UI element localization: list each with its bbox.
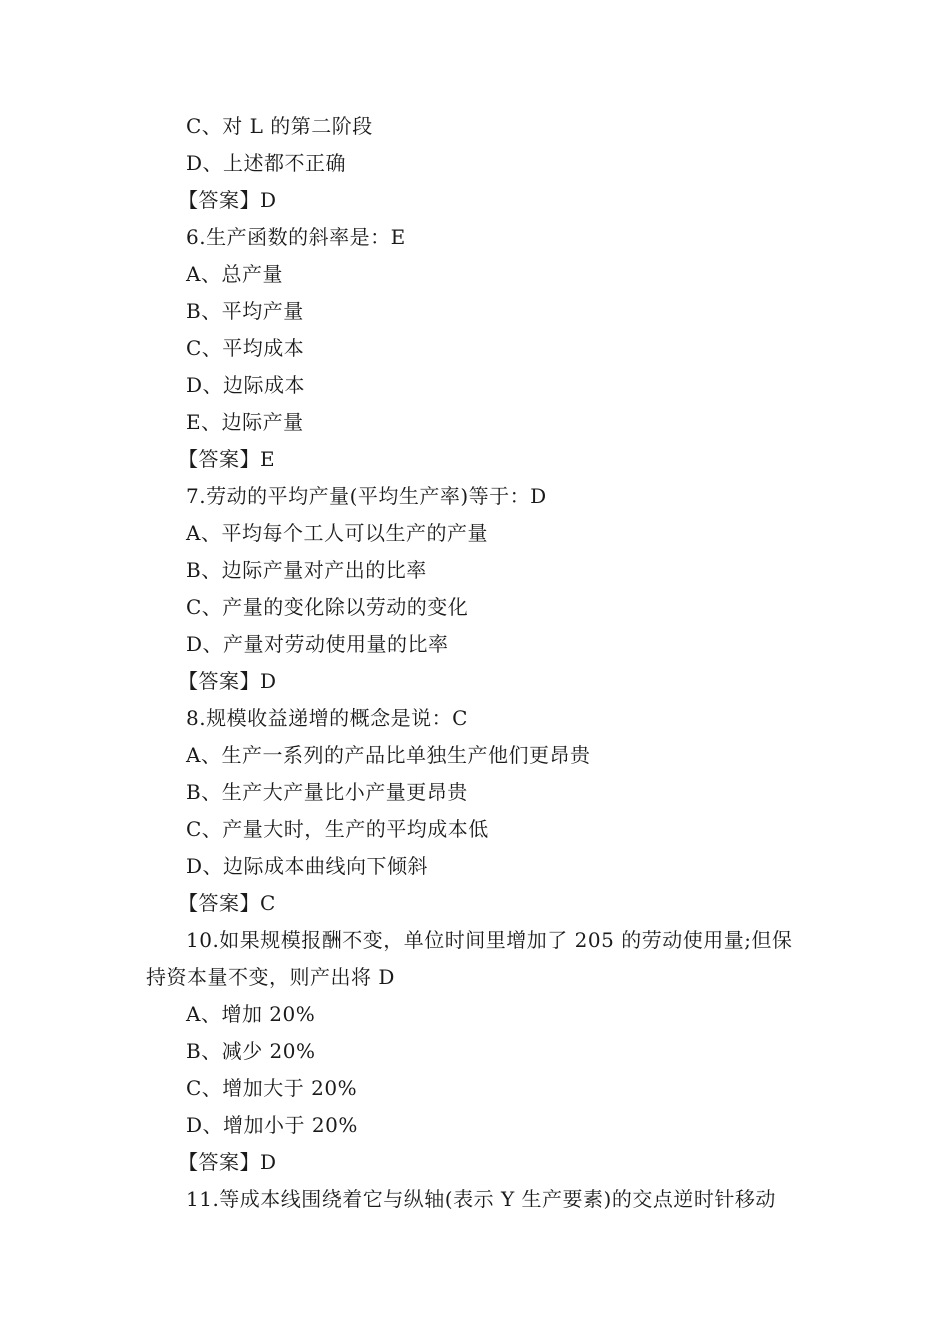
answer-line: 【答案】D	[178, 188, 277, 212]
option-line: B、边际产量对产出的比率	[186, 558, 427, 582]
question-line: 10.如果规模报酬不变，单位时间里增加了 205 的劳动使用量;但保	[186, 928, 793, 952]
question-line: 6.生产函数的斜率是：E	[186, 225, 406, 249]
question-line: 7.劳动的平均产量(平均生产率)等于：D	[186, 484, 547, 508]
answer-line: 【答案】D	[178, 1150, 277, 1174]
option-line: C、对 L 的第二阶段	[186, 114, 373, 138]
option-line: D、产量对劳动使用量的比率	[186, 632, 449, 656]
question-continuation-line: 持资本量不变，则产出将 D	[146, 965, 395, 989]
option-line: B、平均产量	[186, 299, 304, 323]
answer-line: 【答案】C	[178, 891, 276, 915]
option-line: A、平均每个工人可以生产的产量	[186, 521, 488, 545]
option-line: A、生产一系列的产品比单独生产他们更昂贵	[186, 743, 591, 767]
option-line: E、边际产量	[186, 410, 304, 434]
question-line: 8.规模收益递增的概念是说：C	[186, 706, 468, 730]
option-line: D、增加小于 20%	[186, 1113, 358, 1137]
option-line: C、增加大于 20%	[186, 1076, 358, 1100]
option-line: A、总产量	[186, 262, 283, 286]
option-line: D、上述都不正确	[186, 151, 347, 175]
answer-line: 【答案】E	[178, 447, 276, 471]
answer-line: 【答案】D	[178, 669, 277, 693]
option-line: B、减少 20%	[186, 1039, 316, 1063]
question-line: 11.等成本线围绕着它与纵轴(表示 Y 生产要素)的交点逆时针移动	[186, 1187, 776, 1211]
option-line: C、产量大时，生产的平均成本低	[186, 817, 489, 841]
option-line: C、平均成本	[186, 336, 305, 360]
option-line: D、边际成本曲线向下倾斜	[186, 854, 429, 878]
option-line: B、生产大产量比小产量更昂贵	[186, 780, 468, 804]
option-line: C、产量的变化除以劳动的变化	[186, 595, 469, 619]
option-line: A、增加 20%	[186, 1002, 316, 1026]
option-line: D、边际成本	[186, 373, 306, 397]
